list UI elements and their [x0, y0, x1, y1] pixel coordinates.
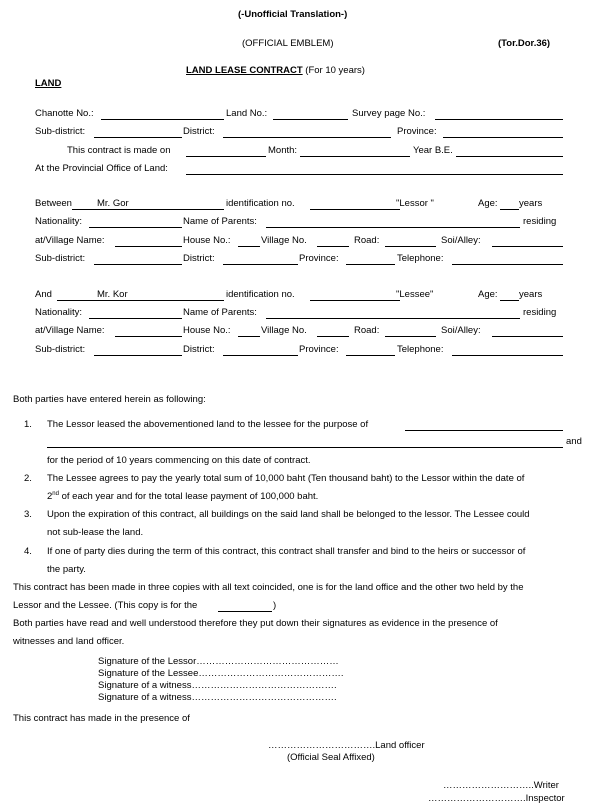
lessee-name: Mr. Kor	[97, 289, 128, 300]
copies-text-continued: Lessor and the Lessee. (This copy is for the	[13, 600, 198, 611]
lessor-house-field[interactable]	[238, 246, 260, 247]
witness-2-signature-line[interactable]: Signature of a witness……………………………………….	[98, 692, 337, 703]
form-code: (Tor.Dor.36)	[498, 38, 551, 49]
lessor-telephone-label: Telephone:	[397, 253, 444, 264]
lessee-id-field[interactable]	[310, 300, 400, 301]
writer-signature-line[interactable]: ………………………..Writer	[443, 780, 559, 791]
lease-purpose-field[interactable]	[405, 430, 563, 431]
lessee-village-label: at/Village Name:	[35, 325, 105, 336]
clause-4-number: 4.	[24, 546, 32, 557]
clause-2-number: 2.	[24, 473, 32, 484]
lessor-village-field[interactable]	[115, 246, 182, 247]
lessee-signature-line[interactable]: Signature of the Lessee……………………………………….	[98, 668, 344, 679]
evidence-text-continued: witnesses and land officer.	[13, 636, 125, 647]
land-province-label: Province:	[397, 126, 437, 137]
lessor-age-label: Age:	[478, 198, 498, 209]
copies-text: This contract has been made in three copies with all text coincided, one is for the land office and the other two held by the	[13, 582, 524, 593]
provincial-office-label: At the Provincial Office of Land:	[35, 163, 168, 174]
clause-2-text: The Lessee agrees to pay the yearly total sum of 10,000 baht (Ten thousand baht) to the Lessor within the date of	[47, 473, 525, 484]
lessee-parents-label: Name of Parents:	[183, 307, 257, 318]
lessor-road-label: Road:	[354, 235, 380, 246]
made-on-label: This contract is made on	[67, 145, 171, 156]
lessee-province-field[interactable]	[346, 355, 395, 356]
lessee-road-label: Road:	[354, 325, 380, 336]
lessee-soi-label: Soi/Alley:	[441, 325, 481, 336]
lessee-district-label: District:	[183, 344, 215, 355]
clause-4-text: If one of party dies during the term of this contract, this contract shall transfer and bind to the heirs or successor of	[47, 546, 526, 557]
clause-1-text: The Lessor leased the abovementioned land to the lessee for the purpose of	[47, 419, 369, 430]
lessee-soi-field[interactable]	[492, 336, 563, 337]
chanotte-field[interactable]	[101, 119, 224, 120]
lessee-years-label: years	[519, 289, 543, 300]
land-no-label: Land No.:	[226, 108, 268, 119]
lessor-district-field[interactable]	[223, 264, 298, 265]
month-field[interactable]	[300, 156, 410, 157]
lessor-age-field[interactable]	[500, 209, 519, 210]
lessor-id-field[interactable]	[310, 209, 400, 210]
evidence-text: Both parties have read and well understood therefore they put down their signatures as evidence in the presence of	[13, 618, 498, 629]
title-text: LAND LEASE CONTRACT	[186, 65, 303, 76]
lessee-parents-field[interactable]	[266, 318, 520, 319]
lessor-village-no-field[interactable]	[317, 246, 349, 247]
presence-text: This contract has made in the presence of	[13, 713, 190, 724]
land-sub-district-label: Sub-district:	[35, 126, 86, 137]
payment-day: 2	[47, 491, 53, 502]
land-province-field[interactable]	[443, 137, 563, 138]
lessee-lead: And	[35, 289, 52, 300]
lessee-house-label: House No.:	[183, 325, 231, 336]
clause-3-text: Upon the expiration of this contract, all buildings on the said land shall be belonged to the lessor. The Lessee could	[47, 509, 530, 520]
lessee-telephone-label: Telephone:	[397, 344, 444, 355]
lessor-nationality-label: Nationality:	[35, 216, 82, 227]
lessee-road-field[interactable]	[385, 336, 436, 337]
lessor-village-no-label: Village No.	[261, 235, 307, 246]
section-land-heading: LAND	[35, 78, 62, 89]
land-officer-signature-line[interactable]: …………………………….Land officer	[268, 740, 425, 751]
provincial-office-field[interactable]	[186, 174, 563, 175]
lessor-years-label: years	[519, 198, 543, 209]
lessee-sub-district-label: Sub-district:	[35, 344, 86, 355]
lessee-province-label: Province:	[299, 344, 339, 355]
lessor-sub-district-label: Sub-district:	[35, 253, 86, 264]
lessee-residing-label: residing	[523, 307, 557, 318]
lessor-residing-label: residing	[523, 216, 557, 227]
terms-intro: Both parties have entered herein as following:	[13, 394, 206, 405]
clause-1-number: 1.	[24, 419, 32, 430]
lessee-nationality-field[interactable]	[89, 318, 182, 319]
lessee-name-field[interactable]	[57, 300, 224, 301]
lessee-sub-district-field[interactable]	[94, 355, 182, 356]
clause-3-number: 3.	[24, 509, 32, 520]
official-emblem-placeholder: (OFFICIAL EMBLEM)	[242, 38, 334, 49]
lessor-district-label: District:	[183, 253, 215, 264]
land-district-label: District:	[183, 126, 215, 137]
clause-3-text-continued: not sub-lease the land.	[47, 527, 144, 538]
year-be-label: Year B.E.	[413, 145, 453, 156]
lessee-village-field[interactable]	[115, 336, 182, 337]
chanotte-label: Chanotte No.:	[35, 108, 94, 119]
lessor-signature-line[interactable]: Signature of the Lessor………………………………………	[98, 656, 339, 667]
title-suffix: (For 10 years)	[305, 65, 365, 76]
lessor-telephone-field[interactable]	[452, 264, 563, 265]
lessor-nationality-field[interactable]	[89, 227, 182, 228]
lessee-age-field[interactable]	[500, 300, 519, 301]
lessor-role: "Lessor "	[396, 198, 434, 209]
payment-total: of each year and for the total lease payment of 100,000 baht.	[58, 491, 319, 502]
inspector-signature-line[interactable]: ………………………….Inspector	[428, 793, 565, 804]
copy-holder-field[interactable]	[218, 611, 272, 612]
month-label: Month:	[268, 145, 298, 156]
lessee-age-label: Age:	[478, 289, 498, 300]
clause-1-period: for the period of 10 years commencing on this date of contract.	[47, 455, 311, 466]
lessee-village-no-label: Village No.	[261, 325, 307, 336]
lessor-province-field[interactable]	[346, 264, 395, 265]
lessor-lead: Between	[35, 198, 72, 209]
survey-page-field[interactable]	[435, 119, 563, 120]
lessor-soi-field[interactable]	[492, 246, 563, 247]
lessee-district-field[interactable]	[223, 355, 298, 356]
lessor-parents-label: Name of Parents:	[183, 216, 257, 227]
clause-1-and: and	[566, 436, 582, 447]
lessor-sub-district-field[interactable]	[94, 264, 182, 265]
lessor-village-label: at/Village Name:	[35, 235, 105, 246]
lessor-province-label: Province:	[299, 253, 339, 264]
lessor-name-field[interactable]	[72, 209, 224, 210]
land-district-field[interactable]	[223, 137, 391, 138]
lease-purpose-field-continued[interactable]	[47, 447, 563, 448]
lessee-role: "Lessee"	[396, 289, 434, 300]
lessor-parents-field[interactable]	[266, 227, 520, 228]
official-seal-note: (Official Seal Affixed)	[287, 752, 375, 763]
lessor-house-label: House No.:	[183, 235, 231, 246]
lessor-id-label: identification no.	[226, 198, 295, 209]
land-no-field[interactable]	[273, 119, 348, 120]
lessee-id-label: identification no.	[226, 289, 295, 300]
year-be-field[interactable]	[456, 156, 563, 157]
document-title	[186, 65, 365, 77]
land-sub-district-field[interactable]	[94, 137, 182, 138]
lessee-telephone-field[interactable]	[452, 355, 563, 356]
witness-1-signature-line[interactable]: Signature of a witness……………………………………….	[98, 680, 337, 691]
survey-page-label: Survey page No.:	[352, 108, 426, 119]
lessor-road-field[interactable]	[385, 246, 436, 247]
clause-2-text-continued	[47, 491, 318, 503]
lessee-nationality-label: Nationality:	[35, 307, 82, 318]
clause-4-text-continued: the party.	[47, 564, 86, 575]
made-on-day-field[interactable]	[186, 156, 266, 157]
translation-note: (-Unofficial Translation-)	[238, 9, 348, 20]
lessor-soi-label: Soi/Alley:	[441, 235, 481, 246]
lessor-name: Mr. Gor	[97, 198, 129, 209]
lessee-village-no-field[interactable]	[317, 336, 349, 337]
copies-close-paren: )	[273, 600, 277, 611]
payment-day-suffix: nd	[52, 490, 59, 497]
lessee-house-field[interactable]	[238, 336, 260, 337]
